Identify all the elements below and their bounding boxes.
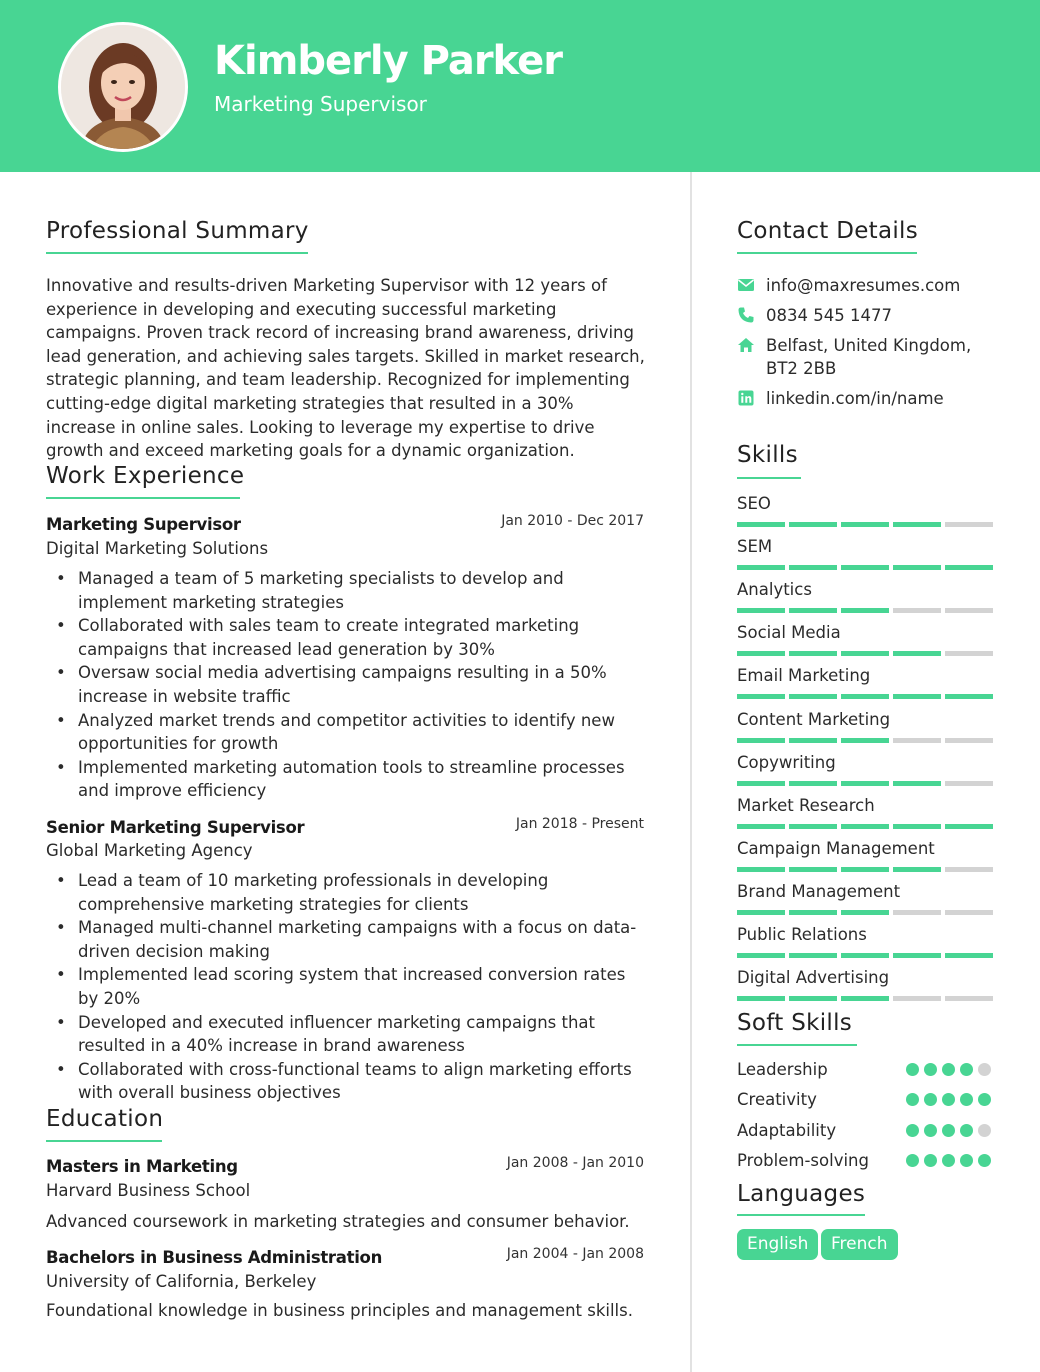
skill-rating-segment (789, 910, 837, 915)
soft-skill-rating (906, 1154, 991, 1167)
skill-rating-segment (737, 651, 785, 656)
language-badge: English (737, 1229, 818, 1260)
skill-rating-bar (737, 651, 993, 656)
skill-label: Public Relations (737, 925, 867, 944)
address-line-2: BT2 2BB (766, 359, 837, 378)
skill-rating-segment (789, 953, 837, 958)
skill-rating-segment (841, 781, 889, 786)
rating-dot (924, 1124, 937, 1137)
skill-rating-segment (737, 867, 785, 872)
skill-rating-bar (737, 738, 993, 743)
job-organization: Global Marketing Agency (46, 841, 253, 860)
skill-rating-segment (737, 608, 785, 613)
skill-rating-segment (789, 608, 837, 613)
skill-rating-segment (841, 996, 889, 1001)
skill-rating-segment (893, 867, 941, 872)
section-title-soft-skills: Soft Skills (737, 1010, 853, 1036)
summary-text: Innovative and results-driven Marketing Supervisor with 12 years of experience in developing and executing successful marketing campaigns. Proven track record of increasing brand awareness, driving lead generation, and achieving sales targets. Skilled in market research, strategic planning, and team leadership. Recognized for implementing cutting-edge digital marketing strategies that resulted in a 30% increase in online sales. Looking to leverage my expertise to drive growth and exceed marketing goals for a dynamic organization. (46, 276, 645, 461)
skill-label: Social Media (737, 623, 841, 642)
skill-rating-segment (841, 522, 889, 527)
skill-rating-segment (789, 738, 837, 743)
skill-rating-segment (789, 651, 837, 656)
section-title-experience: Work Experience (46, 463, 245, 489)
skill-rating-segment (945, 781, 993, 786)
rating-dot (942, 1093, 955, 1106)
list-item: • Collaborated with cross-functional teams to align marketing efforts with overall business objectives (46, 1058, 646, 1105)
rating-dot (924, 1154, 937, 1167)
rating-dot (978, 1063, 991, 1076)
list-item: • Analyzed market trends and competitor activities to identify new opportunities for growth (46, 709, 646, 756)
rating-dot (906, 1063, 919, 1076)
candidate-title: Marketing Supervisor (214, 92, 427, 116)
contact-email[interactable] (737, 274, 960, 297)
education-dates: Jan 2004 - Jan 2008 (506, 1246, 644, 1262)
skill-label: Digital Advertising (737, 968, 890, 987)
skill-rating-segment (893, 694, 941, 699)
skill-label: SEM (737, 537, 773, 556)
skill-rating-segment (945, 953, 993, 958)
rating-dot (960, 1124, 973, 1137)
skill-rating-segment (841, 651, 889, 656)
skill-label: Content Marketing (737, 710, 891, 729)
linkedin-icon (737, 389, 755, 407)
skill-rating-segment (945, 738, 993, 743)
section-title-languages: Languages (737, 1181, 866, 1207)
soft-skill-label: Leadership (737, 1060, 828, 1079)
rating-dot (906, 1154, 919, 1167)
skill-rating-segment (841, 824, 889, 829)
list-item: • Developed and executed influencer marketing campaigns that resulted in a 40% increase in brand awareness (46, 1011, 646, 1058)
education-description: Foundational knowledge in business principles and management skills. (46, 1301, 633, 1320)
list-item: • Collaborated with sales team to create integrated marketing campaigns that increased lead generation by 30% (46, 614, 646, 661)
soft-skill-label: Problem-solving (737, 1151, 869, 1170)
address-line-1: Belfast, United Kingdom, (766, 336, 972, 355)
contact-linkedin[interactable] (737, 387, 944, 410)
list-item: • Implemented lead scoring system that increased conversion rates by 20% (46, 963, 646, 1010)
skill-rating-segment (893, 738, 941, 743)
skill-rating-segment (841, 608, 889, 613)
section-title-contact: Contact Details (737, 218, 919, 244)
skill-rating-bar (737, 522, 993, 527)
contact-address (737, 334, 971, 380)
skill-rating-segment (737, 996, 785, 1001)
skill-rating-segment (893, 996, 941, 1001)
rating-dot (960, 1093, 973, 1106)
skill-rating-segment (893, 608, 941, 613)
education-school: Harvard Business School (46, 1181, 251, 1200)
skill-rating-segment (893, 824, 941, 829)
section-underline (737, 477, 801, 479)
email-text: info@maxresumes.com (766, 276, 961, 295)
soft-skill-rating (906, 1124, 991, 1137)
skill-rating-segment (841, 953, 889, 958)
rating-dot (906, 1093, 919, 1106)
linkedin-text: linkedin.com/in/name (766, 389, 944, 408)
skill-rating-segment (789, 694, 837, 699)
rating-dot (978, 1093, 991, 1106)
skill-label: Brand Management (737, 882, 901, 901)
job-dates: Jan 2010 - Dec 2017 (501, 513, 644, 529)
phone-text: 0834 545 1477 (766, 306, 892, 325)
skill-rating-segment (893, 565, 941, 570)
soft-skill-rating (906, 1093, 991, 1106)
list-item: • Lead a team of 10 marketing professionals in developing comprehensive marketing strategies for clients (46, 869, 646, 916)
skill-rating-segment (945, 522, 993, 527)
skill-rating-segment (893, 651, 941, 656)
skill-label: Copywriting (737, 753, 836, 772)
skill-rating-segment (945, 910, 993, 915)
section-underline (737, 1214, 865, 1216)
rating-dot (960, 1154, 973, 1167)
skill-rating-bar (737, 781, 993, 786)
skill-label: Campaign Management (737, 839, 935, 858)
rating-dot (978, 1124, 991, 1137)
skill-rating-segment (841, 910, 889, 915)
skill-rating-segment (945, 694, 993, 699)
soft-skill-label: Adaptability (737, 1121, 837, 1140)
skill-rating-segment (841, 565, 889, 570)
skill-rating-segment (737, 953, 785, 958)
skill-rating-segment (893, 522, 941, 527)
rating-dot (942, 1063, 955, 1076)
job-title: Senior Marketing Supervisor (46, 818, 305, 837)
skill-rating-bar (737, 910, 993, 915)
skill-rating-segment (945, 996, 993, 1001)
home-icon (737, 336, 755, 354)
phone-icon (737, 306, 755, 324)
skill-rating-segment (841, 694, 889, 699)
rating-dot (924, 1063, 937, 1076)
skill-rating-segment (945, 867, 993, 872)
skill-label: SEO (737, 494, 771, 513)
skill-label: Email Marketing (737, 666, 871, 685)
skill-rating-segment (893, 953, 941, 958)
column-divider (690, 172, 692, 1372)
skill-rating-bar (737, 953, 993, 958)
skill-rating-segment (893, 781, 941, 786)
skill-rating-segment (737, 781, 785, 786)
skill-rating-bar (737, 694, 993, 699)
skill-rating-segment (737, 824, 785, 829)
skill-rating-segment (945, 824, 993, 829)
skill-rating-segment (945, 565, 993, 570)
list-item: • Implemented marketing automation tools to streamline processes and improve efficiency (46, 756, 646, 803)
skill-rating-segment (737, 694, 785, 699)
list-item: • Oversaw social media advertising campaigns resulting in a 50% increase in website traffic (46, 661, 646, 708)
job-bullets (46, 567, 646, 803)
education-description: Advanced coursework in marketing strategies and consumer behavior. (46, 1212, 630, 1231)
section-underline (46, 252, 308, 254)
job-title: Marketing Supervisor (46, 515, 241, 534)
contact-phone[interactable] (737, 304, 892, 327)
section-underline (737, 252, 917, 254)
skill-rating-segment (841, 867, 889, 872)
job-dates: Jan 2018 - Present (515, 816, 644, 832)
list-item: • Managed multi-channel marketing campaigns with a focus on data-driven decision making (46, 916, 646, 963)
skill-rating-segment (737, 738, 785, 743)
rating-dot (906, 1124, 919, 1137)
language-badge: French (821, 1229, 898, 1260)
skill-rating-segment (737, 522, 785, 527)
list-item: • Managed a team of 5 marketing specialists to develop and implement marketing strategies (46, 567, 646, 614)
soft-skill-label: Creativity (737, 1090, 817, 1109)
job-organization: Digital Marketing Solutions (46, 539, 269, 558)
skill-rating-segment (737, 910, 785, 915)
skill-rating-segment (789, 781, 837, 786)
rating-dot (942, 1154, 955, 1167)
skill-rating-segment (789, 867, 837, 872)
section-title-summary: Professional Summary (46, 218, 309, 244)
section-underline (737, 1044, 857, 1046)
skill-rating-segment (893, 910, 941, 915)
skill-rating-segment (945, 651, 993, 656)
soft-skill-rating (906, 1063, 991, 1076)
section-title-skills: Skills (737, 442, 798, 468)
profile-photo (61, 25, 185, 149)
header-banner (0, 0, 1040, 172)
skill-rating-bar (737, 608, 993, 613)
education-degree: Masters in Marketing (46, 1157, 238, 1176)
avatar (58, 22, 188, 152)
email-icon (737, 276, 755, 294)
skill-rating-bar (737, 996, 993, 1001)
rating-dot (978, 1154, 991, 1167)
skill-rating-bar (737, 565, 993, 570)
section-underline (46, 497, 240, 499)
job-bullets (46, 869, 646, 1105)
skill-label: Market Research (737, 796, 875, 815)
education-degree: Bachelors in Business Administration (46, 1248, 383, 1267)
skill-rating-segment (789, 565, 837, 570)
skill-rating-segment (789, 824, 837, 829)
skill-rating-segment (737, 565, 785, 570)
skill-rating-bar (737, 824, 993, 829)
section-title-education: Education (46, 1106, 164, 1132)
skill-rating-bar (737, 867, 993, 872)
skill-rating-segment (945, 608, 993, 613)
skill-rating-segment (841, 738, 889, 743)
section-underline (46, 1140, 162, 1142)
rating-dot (960, 1063, 973, 1076)
skill-rating-segment (789, 996, 837, 1001)
skill-label: Analytics (737, 580, 812, 599)
education-school: University of California, Berkeley (46, 1272, 317, 1291)
candidate-name: Kimberly Parker (214, 38, 562, 84)
skill-rating-segment (789, 522, 837, 527)
rating-dot (942, 1124, 955, 1137)
rating-dot (924, 1093, 937, 1106)
education-dates: Jan 2008 - Jan 2010 (506, 1155, 644, 1171)
